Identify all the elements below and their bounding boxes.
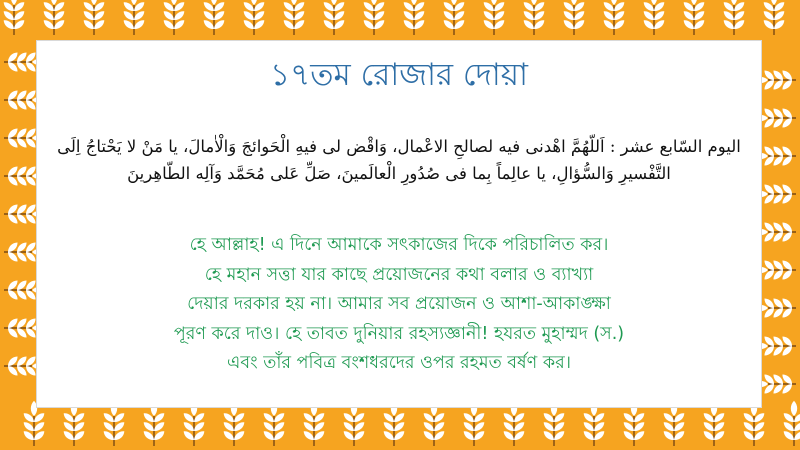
leaf-icon [731, 0, 737, 5]
leaf-icon [211, 0, 217, 5]
leaf-icon [691, 0, 697, 5]
arabic-dua-text: اليوم السّابع عشر : اَللّهُمَّ اهْدنى فيه لصالحِ الاعْمال، وَاقْض لى فيهِ الْحَوائجَ وَالْاٰمالَ، يا مَنْ لا يَحْتاجُ اِلَى التَّفْسيرِ وَالسُّؤالِ، يا عالِماً بِما فى صُدُورِ الْعالَمينَ، صَلِّ عَلى مُحَمَّد وَآلِه الطّاهِرينَ [57, 137, 741, 183]
bangla-line: দেয়ার দরকার হয় না। আমার সব প্রয়োজন ও আশা-আকাঙ্ক্ষা [187, 294, 611, 314]
page-title: ১৭তম রোজার দোয়া [270, 57, 528, 93]
leaf-icon [11, 0, 17, 5]
leaf-icon [411, 0, 417, 5]
bangla-line: পূরণ করে দাও। হে তাবত দুনিয়ার রহস্যজ্ঞানী! হযরত মুহাম্মদ (স.) [173, 323, 625, 344]
leaf-icon [491, 0, 497, 5]
leaf-icon [91, 0, 97, 5]
leaf-icon [331, 0, 337, 5]
leaf-icon [51, 0, 57, 5]
leaf-icon [451, 0, 457, 5]
leaf-icon [131, 0, 137, 5]
leaf-icon [371, 0, 377, 5]
bangla-line: হে মহান সত্তা যার কাছে প্রয়োজনের কথা বলার ও ব্যাখ্যা [204, 264, 594, 285]
leaf-icon [651, 0, 657, 5]
leaf-icon [291, 0, 297, 5]
dua-card [36, 40, 762, 408]
leaf-icon [771, 0, 777, 5]
leaf-icon [791, 401, 797, 416]
leaf-icon [171, 0, 177, 5]
bangla-line: হে আল্লাহ! এ দিনে আমাকে সৎকাজের দিকে পরিচালিত কর। [189, 235, 609, 255]
leaf-icon [531, 0, 537, 5]
bangla-line: এবং তাঁর পবিত্র বংশধরদের ওপর রহমত বর্ষণ কর। [227, 353, 571, 373]
bangla-translation [57, 231, 741, 379]
leaf-icon [571, 0, 577, 5]
leaf-icon [611, 0, 617, 5]
leaf-icon [251, 0, 257, 5]
